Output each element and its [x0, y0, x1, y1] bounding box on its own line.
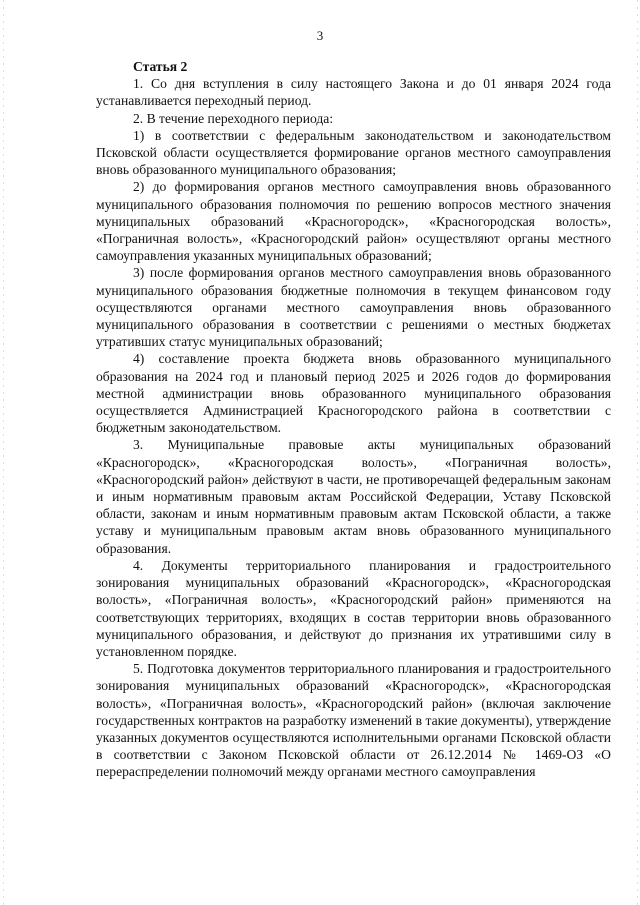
- paragraph: 3. Муниципальные правовые акты муниципальных образований «Красногородск», «Красногородская волость», «Пограничная волость», «Красногородский район» действуют в части, не противоречащей федеральным законам и иным нормативным правовым актам Российской Федерации, Уставу Псковской области, законам и иным нормативным правовым актам Псковской области, а также уставу и муниципальным правовым актам вновь образованного муниципального образования.: [96, 437, 611, 556]
- paragraph: 2) до формирования органов местного самоуправления вновь образованного муниципального образования полномочия по решению вопросов местного значения муниципальных образований «Красногородск», «Красногородская волость», «Пограничная волость», «Красногородский район» осуществляют органы местного самоуправления указанных муниципальных образований;: [96, 179, 611, 264]
- paragraph: 5. Подготовка документов территориального планирования и градостроительного зонирования муниципальных образований «Красногородск», «Красногородская волость», «Пограничная волость», «Красногородский район» (включая заключение государственных контрактов на разработку изменений в такие документы), утверждение указанных документов осуществляются исполнительными органами Псковской области в соответствии с Законом Псковской области от 26.12.2014 № 1469-ОЗ «О перераспределении полномочий между органами местного самоуправления: [96, 661, 611, 780]
- paragraph: 4. Документы территориального планирования и градостроительного зонирования муниципальных образований «Красногородск», «Красногородская волость», «Пограничная волость», «Красногородский район» применяются на соответствующих территориях, входящих в состав территории вновь образованного муниципального образования, и действуют до признания их утратившими силу в установленном порядке.: [96, 557, 611, 659]
- paragraph: 2. В течение переходного периода:: [133, 110, 334, 126]
- scan-edge-right: [637, 0, 638, 905]
- scan-edge-left: [3, 0, 4, 905]
- paragraph: 3) после формирования органов местного самоуправления вновь образованного муниципального образования бюджетные полномочия в текущем финансовом году осуществляются органами местного самоуправления вновь образованного муниципального образования в соответствии с решениями о местных бюджетах утративших статус муниципальных образований;: [96, 265, 611, 350]
- paragraph: 4) составление проекта бюджета вновь образованного муниципального образования на 2024 год и плановый период 2025 и 2026 годов до формирования местной администрации вновь образованного муниципального образования осуществляется Администрацией Красногородского района в соответствии с бюджетным законодательством.: [96, 351, 611, 436]
- page-number: 3: [316, 28, 324, 43]
- article-heading: Статья 2: [133, 59, 188, 74]
- paragraph: 1. Со дня вступления в силу настоящего Закона и до 01 января 2024 года устанавливается переходный период.: [96, 76, 611, 109]
- paragraph: 1) в соответствии с федеральным законодательством и законодательством Псковской области осуществляется формирование органов местного самоуправления вновь образованного муниципального образования;: [96, 127, 611, 178]
- article-body: [96, 58, 611, 781]
